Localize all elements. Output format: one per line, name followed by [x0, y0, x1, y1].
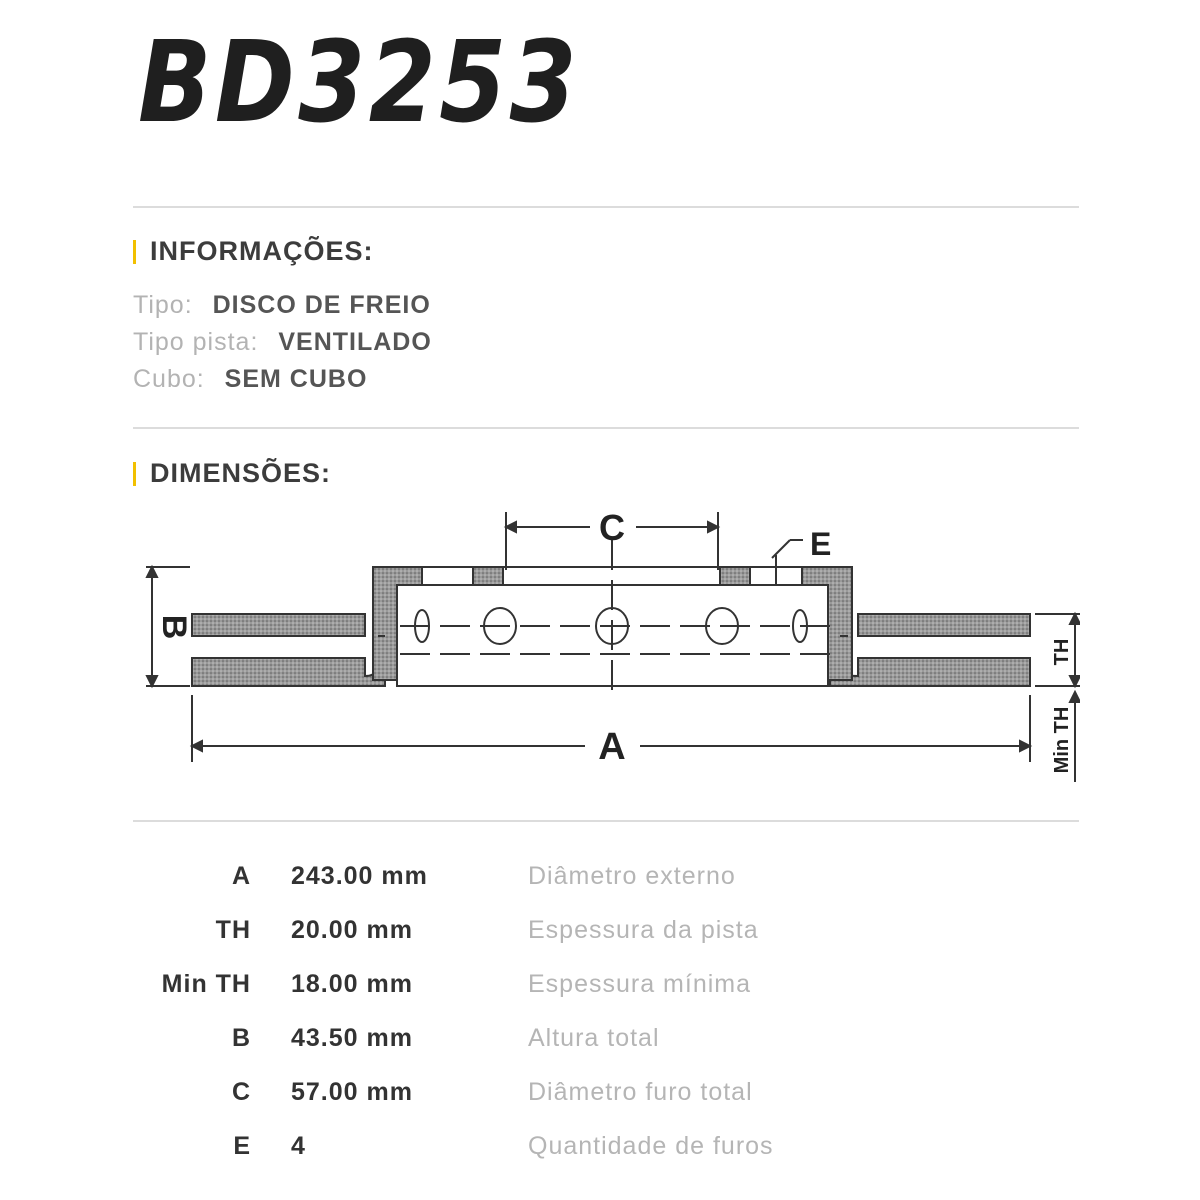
- info-row-tipo: [133, 291, 431, 320]
- accent-bar: [133, 462, 136, 486]
- dimension-label: E: [233, 1131, 251, 1160]
- dimension-description: Espessura mínima: [528, 969, 752, 998]
- table-row: [133, 1072, 753, 1112]
- dimension-value: 18.00 mm: [291, 969, 413, 998]
- divider-bottom: [133, 820, 1079, 822]
- label-e: E: [810, 526, 832, 562]
- label-b: B: [155, 614, 193, 640]
- info-value: VENTILADO: [278, 328, 432, 356]
- dimensions-heading: [133, 458, 331, 489]
- label-th: TH: [1051, 638, 1073, 666]
- dimension-description: Diâmetro externo: [528, 861, 736, 890]
- info-row-cubo: [133, 365, 367, 394]
- accent-bar: [133, 240, 136, 264]
- dimension-label: Min TH: [161, 969, 251, 998]
- dimension-value: 57.00 mm: [291, 1077, 413, 1106]
- info-row-tipo-pista: [133, 328, 432, 357]
- dimension-value: 43.50 mm: [291, 1023, 413, 1052]
- dimension-value: 243.00 mm: [291, 861, 428, 890]
- table-row: [133, 964, 752, 1004]
- dimension-description: Espessura da pista: [528, 915, 759, 944]
- dimension-description: Quantidade de furos: [528, 1131, 774, 1160]
- product-code: BD3253: [138, 18, 581, 148]
- table-row: [133, 1126, 774, 1166]
- brake-disc-diagram: [130, 500, 1080, 800]
- label-a: A: [598, 726, 626, 768]
- info-value: SEM CUBO: [224, 365, 368, 393]
- info-key: Tipo pista:: [133, 328, 259, 356]
- divider-top: [133, 206, 1079, 208]
- table-row: [133, 1018, 660, 1058]
- dimension-label: A: [231, 861, 251, 890]
- info-heading: [133, 236, 374, 267]
- info-value: DISCO DE FREIO: [212, 291, 431, 319]
- dimension-description: Diâmetro furo total: [528, 1077, 753, 1106]
- info-heading-label: INFORMAÇÕES:: [150, 236, 374, 266]
- label-c: C: [599, 507, 625, 548]
- dimension-label: C: [231, 1077, 251, 1106]
- dimension-label: TH: [215, 915, 251, 944]
- label-min-th: Min TH: [1051, 706, 1073, 774]
- info-key: Cubo:: [133, 365, 205, 393]
- dimension-value: 4: [291, 1131, 306, 1160]
- dimension-label: B: [231, 1023, 251, 1052]
- dimensions-heading-label: DIMENSÕES:: [150, 458, 332, 488]
- table-row: [133, 856, 736, 896]
- info-key: Tipo:: [133, 291, 193, 319]
- table-row: [133, 910, 759, 950]
- divider-middle: [133, 427, 1079, 429]
- dimension-value: 20.00 mm: [291, 915, 413, 944]
- dimension-description: Altura total: [528, 1023, 660, 1052]
